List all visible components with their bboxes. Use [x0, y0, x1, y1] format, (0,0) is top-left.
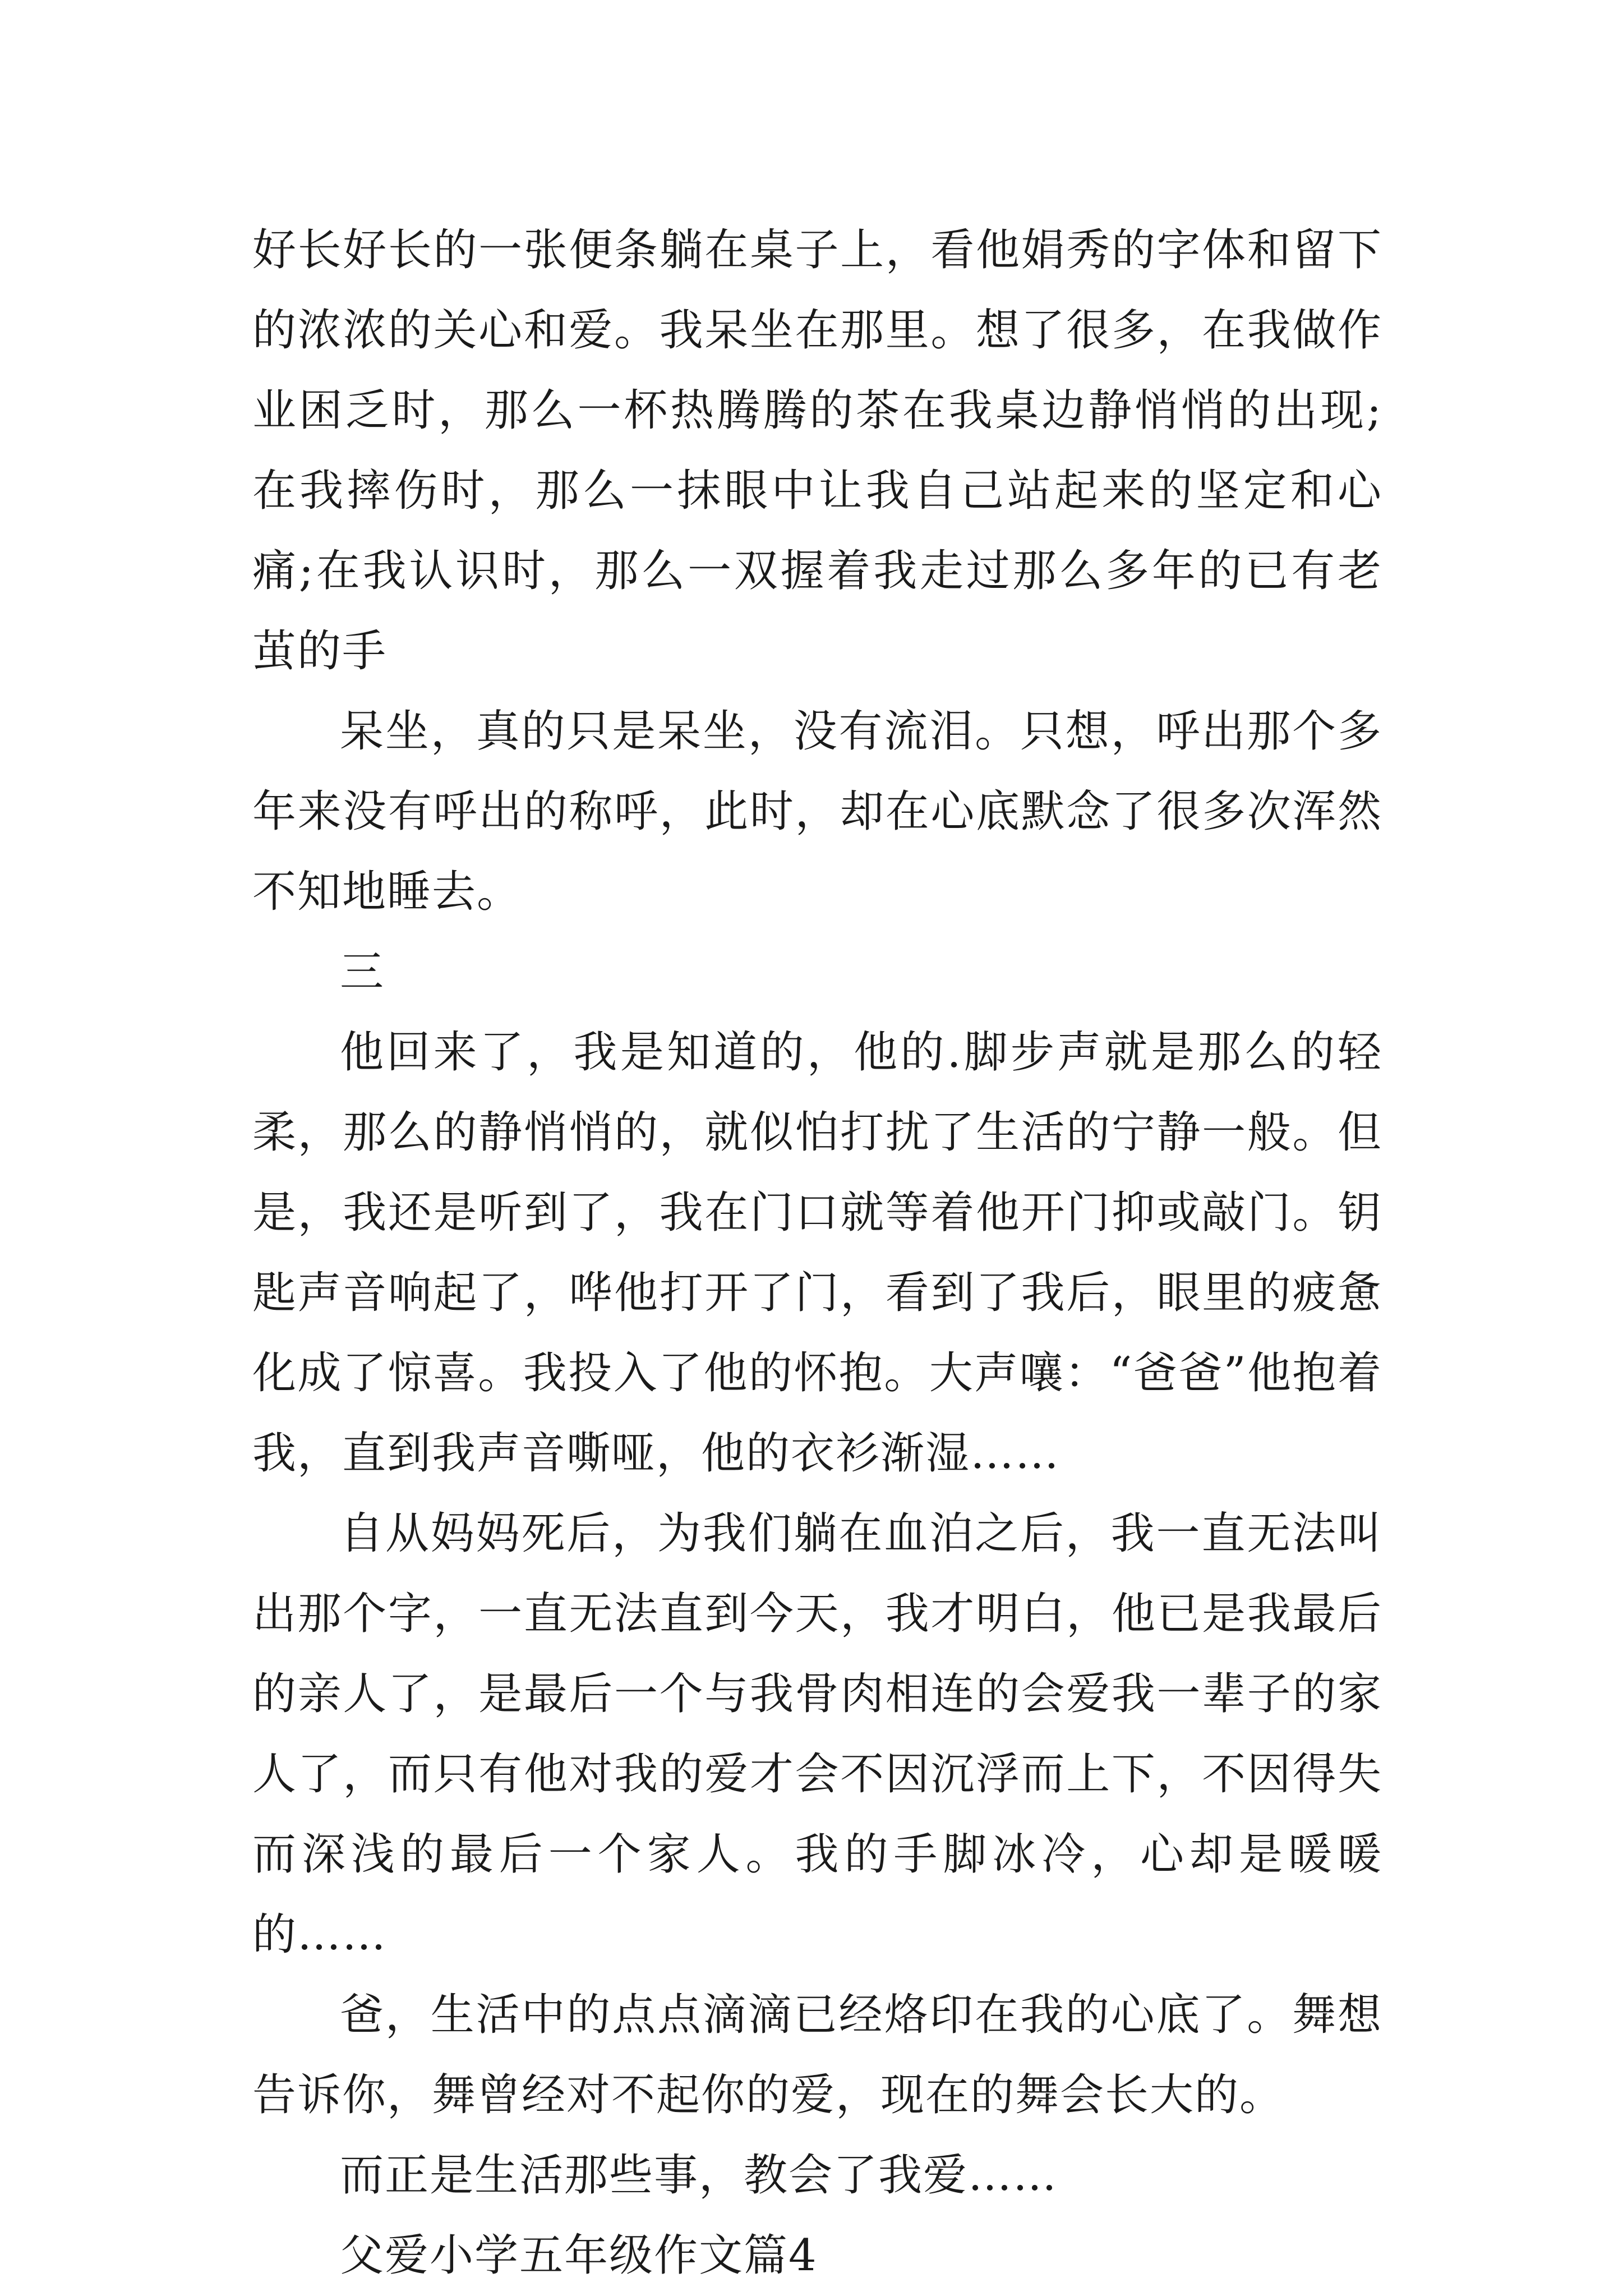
paragraph-5: 爸，生活中的点点滴滴已经烙印在我的心底了。舞想告诉你，舞曾经对不起你的爱，现在的舞会长大的。: [252, 1990, 1382, 2120]
paragraph-2: 呆坐，真的只是呆坐，没有流泪。只想，呼出那个多年来没有呼出的称呼，此时，却在心底默念了很多次浑然不知地睡去。: [252, 706, 1382, 917]
paragraph-3: 他回来了，我是知道的，他的.脚步声就是那么的轻柔，那么的静悄悄的，就似怕打扰了生活的宁静一般。但是，我还是听到了，我在门口就等着他开门抑或敲门。钥匙声音响起了，哗他打开了门，看到了我后，眼里的疲惫化成了惊喜。我投入了他的怀抱。大声嚷：“爸爸”他抱着我，直到我声音嘶哑，他的衣衫渐湿……: [252, 1027, 1382, 1479]
paragraph-6: 而正是生活那些事，教会了我爱……: [340, 2150, 1058, 2201]
document-body: [252, 210, 1382, 2296]
section-heading: 父爱小学五年级作文篇4: [340, 2230, 818, 2281]
paragraph-4: 自从妈妈死后，为我们躺在血泊之后，我一直无法叫出那个字，一直无法直到今天，我才明白，他已是我最后的亲人了，是最后一个与我骨肉相连的会爱我一辈子的家人了，而只有他对我的爱才会不因沉浮而上下，不因得失而深浅的最后一个家人。我的手脚冰冷，心却是暖暖的……: [252, 1508, 1382, 1960]
paragraph-1: 好长好长的一张便条躺在桌子上，看他娟秀的字体和留下的浓浓的关心和爱。我呆坐在那里。想了很多，在我做作业困乏时，那么一杯热腾腾的茶在我桌边静悄悄的出现;在我摔伤时，那么一抹眼中让我自己站起来的坚定和心痛;在我认识时，那么一双握着我走过那么多年的已有老茧的手: [252, 225, 1382, 677]
section-number: 三: [340, 947, 385, 997]
